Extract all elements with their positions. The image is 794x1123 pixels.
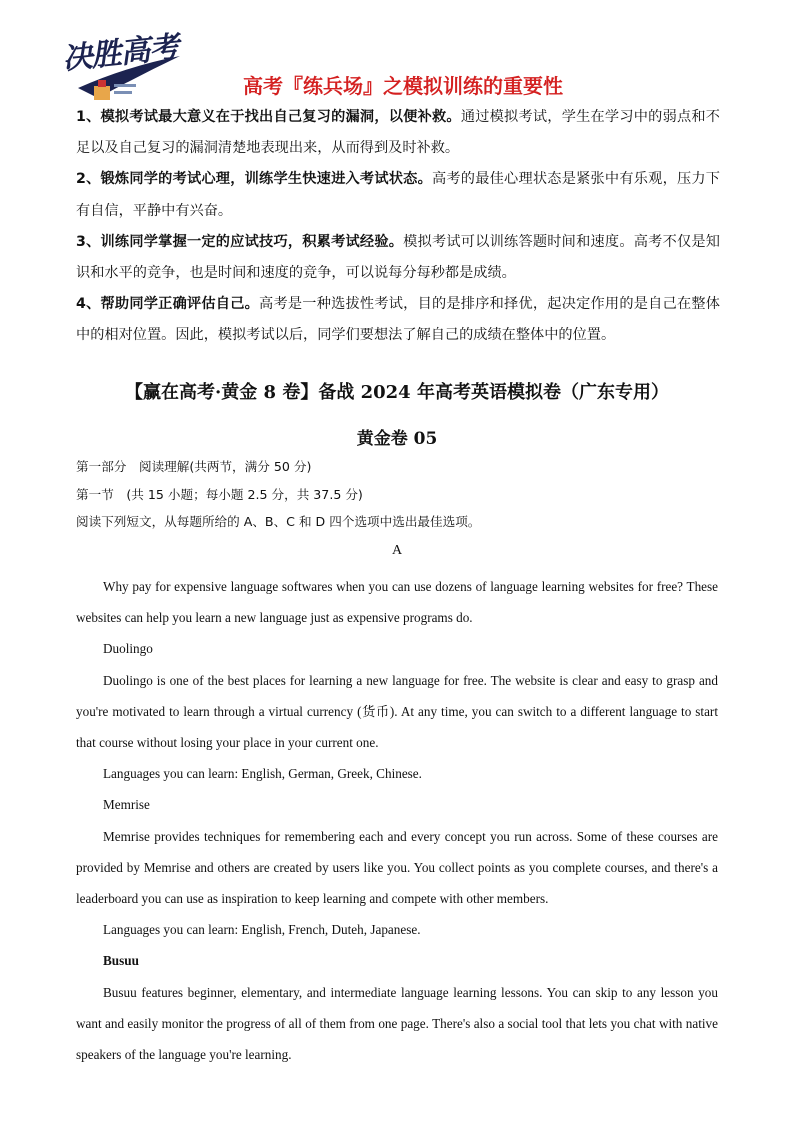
passage-body [76, 571, 718, 1070]
intro-item: 1、模拟考试最大意义在于找出自己复习的漏洞，以便补救。通过模拟考试，学生在学习中的弱点和不足以及自己复习的漏洞清楚地表现出来，从而得到及时补救。 [76, 109, 720, 157]
passage-paragraph: Duolingo is one of the best places for learning a new language for free. The website is clear and easy to grasp and you're motivated to learn through a virtual currency (货币). At any time, you can switch to a different language to start that course without losing your place in your current one. [76, 672, 718, 751]
passage-paragraph: Memrise provides techniques for remembering each and every concept you run across. Some of these courses are provided by Memrise and others are created by users like you. You collect points as you complete courses, and there's a leaderboard you can use as inspiration to keep learning and compete with other members. [76, 828, 718, 907]
passage-paragraph: Busuu [103, 953, 139, 969]
passage-paragraph: Busuu features beginner, elementary, and intermediate language learning lessons. You can skip to any lesson you want and easily monitor the progress of all of them from one page. There's also a social tool that lets you chat with native speakers of the language you're learning. [76, 984, 718, 1063]
page-title: 高考『练兵场』之模拟训练的重要性 [243, 74, 563, 98]
passage-paragraph: Why pay for expensive language softwares when you can use dozens of language learning websites for free? These websites can help you learn a new language just as expensive programs do. [76, 579, 718, 626]
intro-item: 3、训练同学掌握一定的应试技巧，积累考试经验。模拟考试可以训练答题时间和速度。高考不仅是知识和水平的竞争，也是时间和速度的竞争，可以说每分每秒都是成绩。 [76, 233, 720, 282]
part-heading: 第一部分 阅读理解(共两节，满分 50 分) [76, 459, 312, 474]
exam-meta [76, 453, 736, 536]
passage-paragraph: Duolingo [103, 641, 153, 657]
exam-title: 【赢在高考·黄金 8 卷】备战 2024 年高考英语模拟卷（广东专用） [125, 382, 669, 403]
instruction-text: 阅读下列短文，从每题所给的 A、B、C 和 D 四个选项中选出最佳选项。 [76, 514, 481, 529]
passage-paragraph: Languages you can learn: English, German, Greek, Chinese. [103, 766, 422, 782]
intro-section [76, 102, 720, 352]
passage-label: A [391, 543, 403, 558]
paper-title: 黄金卷 05 [356, 429, 438, 449]
passage-paragraph: Languages you can learn: English, French, Duteh, Japanese. [103, 922, 421, 938]
section-heading: 第一节 (共 15 小题；每小题 2.5 分，共 37.5 分) [76, 486, 363, 502]
intro-item: 2、锻炼同学的考试心理，训练学生快速进入考试状态。高考的最佳心理状态是紧张中有乐观，压力下有自信，平静中有兴奋。 [76, 171, 720, 219]
intro-item: 4、帮助同学正确评估自己。高考是一种选拔性考试，目的是排序和择优，起决定作用的是自己在整体中的相对位置。因此，模拟考试以后，同学们要想法了解自己的成绩在整体中的位置。 [76, 296, 720, 344]
logo-text: 决胜高考 [60, 30, 180, 77]
passage-paragraph: Memrise [103, 797, 150, 813]
